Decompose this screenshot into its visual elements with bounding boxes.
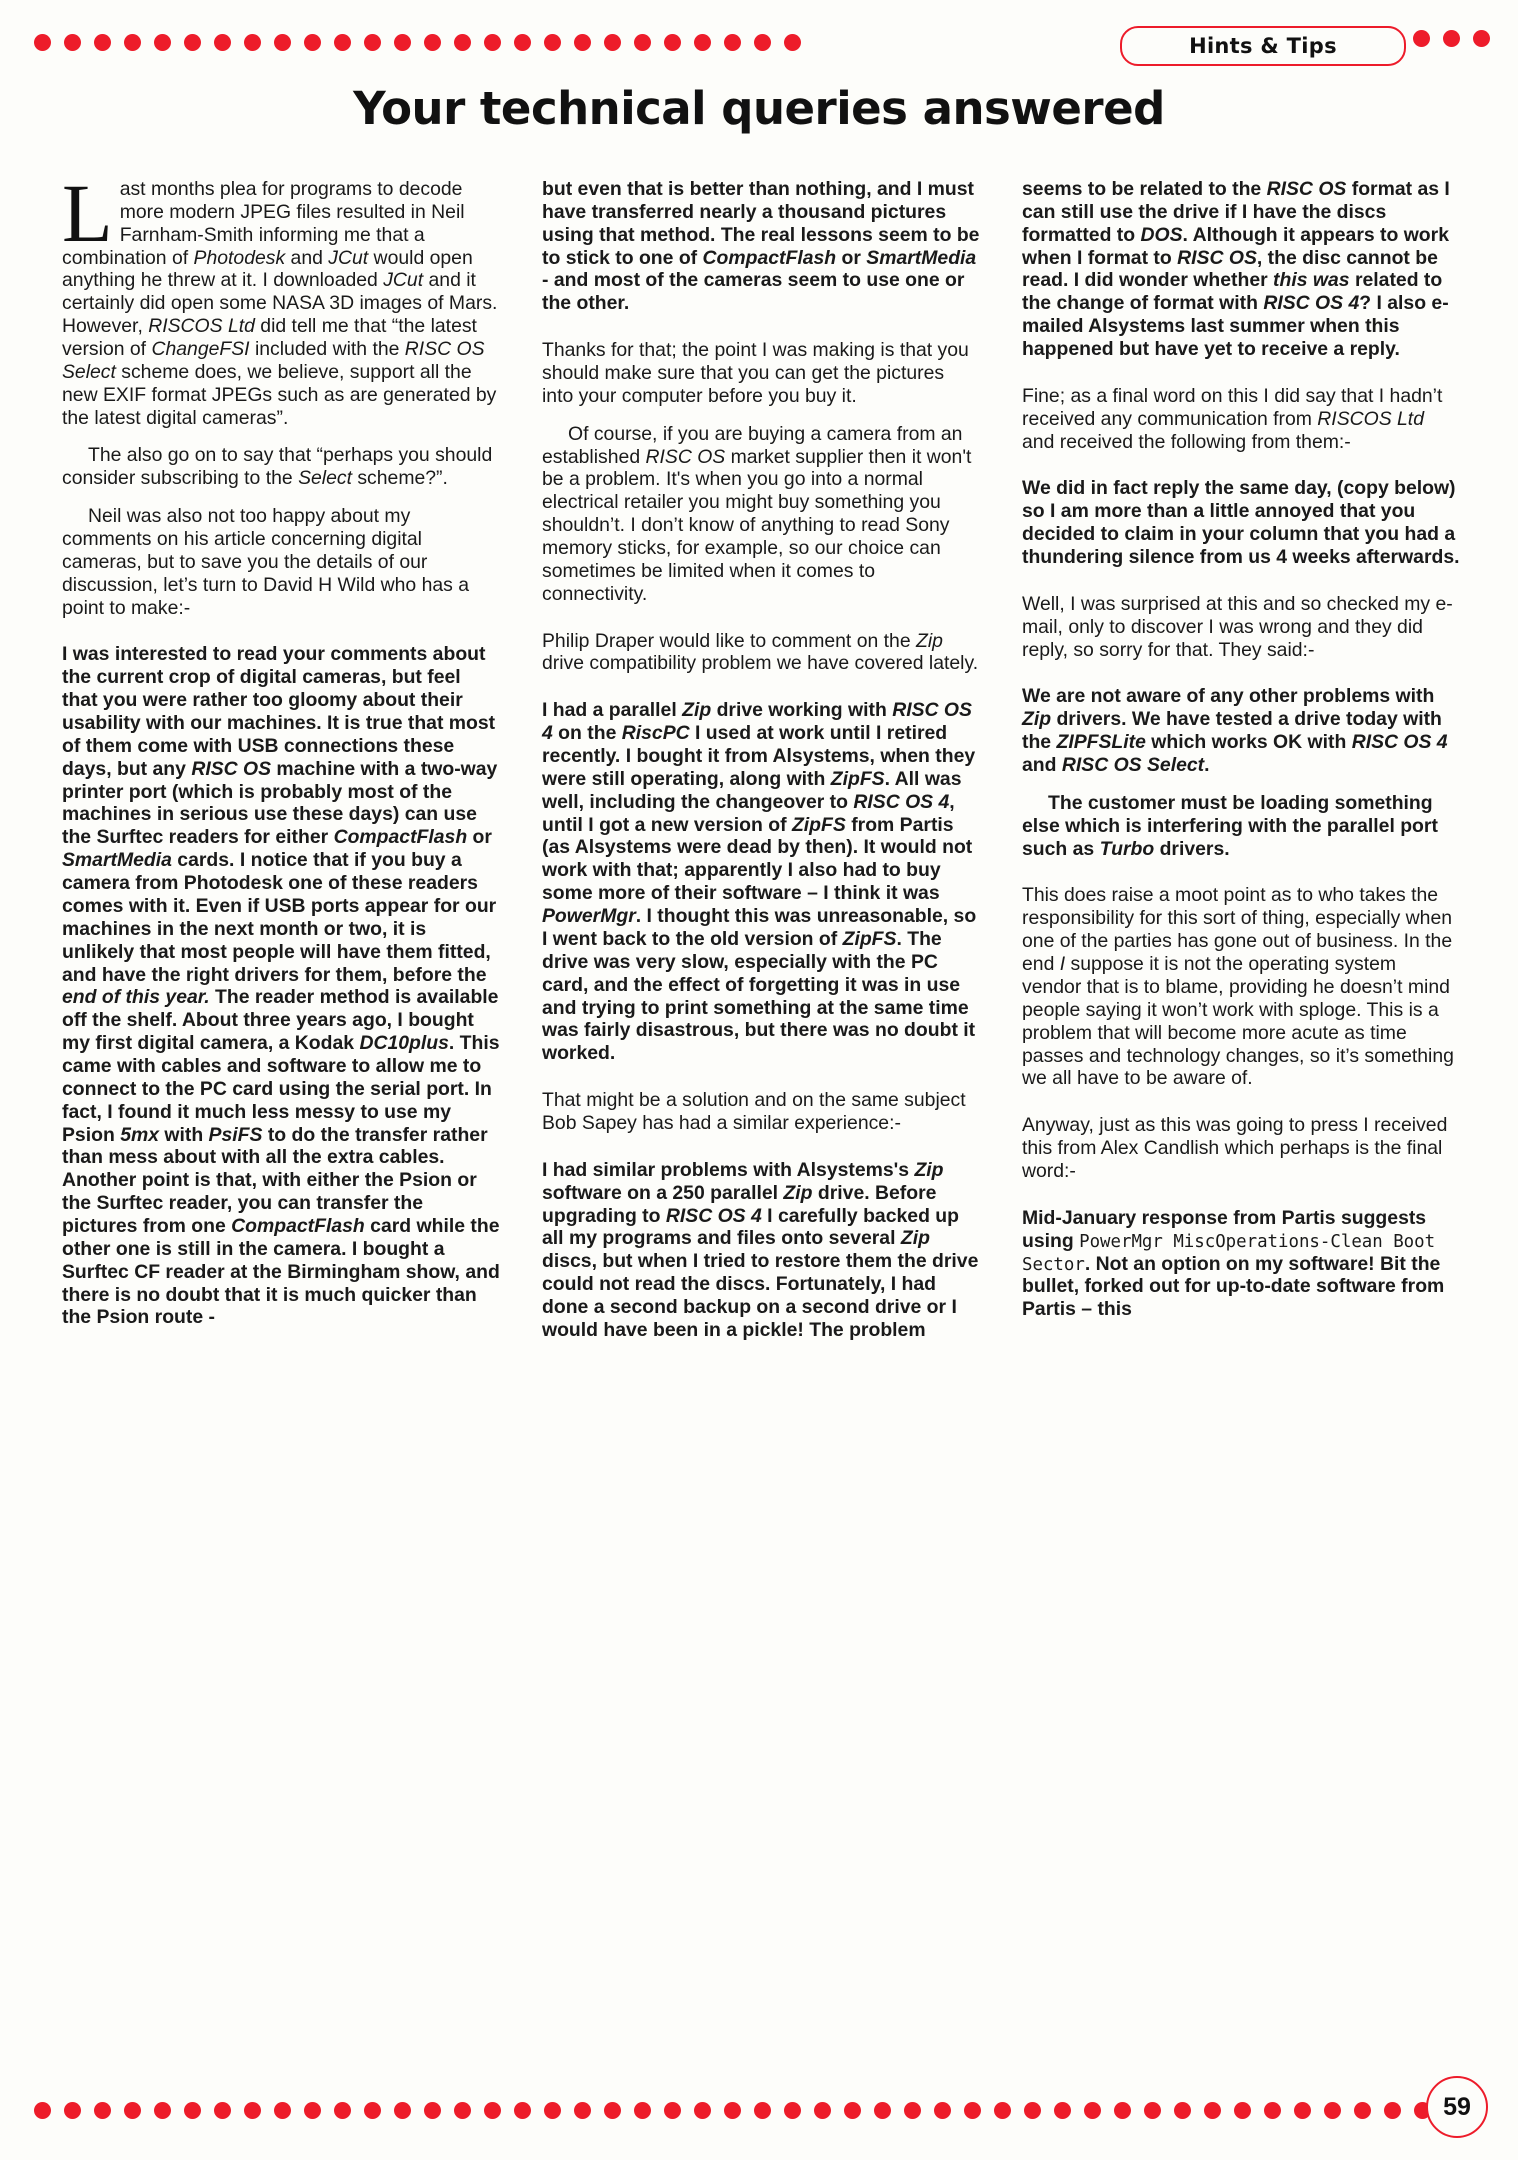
decorative-dot <box>1384 2102 1401 2119</box>
italic-run: RISC OS <box>191 757 272 780</box>
italic-run: PsiFS <box>208 1123 263 1146</box>
decorative-dot <box>1413 30 1430 47</box>
text-run: The reader method is available off the shelf. About three years ago, I bought my first digital camera, a Kodak <box>62 986 499 1055</box>
body-paragraph <box>62 505 500 619</box>
decorative-dot <box>34 2102 51 2119</box>
decorative-dot <box>34 34 51 51</box>
text-run: drive. Before upgrading to <box>542 1181 937 1227</box>
decorative-dot <box>1354 2102 1371 2119</box>
italic-run: SmartMedia <box>866 246 977 269</box>
decorative-dot <box>1204 2102 1221 2119</box>
decorative-dot <box>274 34 291 51</box>
decorative-dot <box>424 34 441 51</box>
text-run: market supplier then it won't be a problem. It's when you go into a normal electrical retailer you might buy something you shouldn’t. I don’t know of anything to read Sony memory sticks, for example, so our choice can sometimes be limited when it comes to connectivity. <box>542 445 972 605</box>
body-paragraph <box>542 178 980 315</box>
italic-run: RISC OS 4 <box>665 1204 762 1227</box>
decorative-dot <box>784 2102 801 2119</box>
decorative-dot <box>694 2102 711 2119</box>
decorative-dot <box>544 34 561 51</box>
italic-run: RISC OS 4 <box>1263 292 1360 315</box>
decorative-dot <box>544 2102 561 2119</box>
body-paragraph <box>1022 1207 1460 1321</box>
italic-run: JCut <box>328 246 369 269</box>
body-paragraph <box>62 167 500 429</box>
text-run: Mid-January response from Partis suggests using <box>1022 1206 1427 1252</box>
body-paragraph <box>542 699 980 1065</box>
decorative-dot <box>154 2102 171 2119</box>
bottom-dot-rule <box>34 2098 1461 2122</box>
decorative-dot <box>154 34 171 51</box>
decorative-dot <box>664 2102 681 2119</box>
text-run: Philip Draper would like to comment on the <box>542 629 916 652</box>
decorative-dot <box>334 2102 351 2119</box>
text-run: which works OK with <box>1145 731 1352 754</box>
italic-run: Photodesk <box>193 246 286 269</box>
decorative-dot <box>514 2102 531 2119</box>
italic-run: Zip <box>783 1181 813 1204</box>
italic-run: DOS <box>1140 223 1183 246</box>
column-1 <box>62 167 500 2058</box>
italic-run: RiscPC <box>621 722 690 745</box>
body-paragraph <box>542 339 980 408</box>
text-run: Anyway, just as this was going to press I received this from Alex Candlish which perhaps is the final word:- <box>1022 1114 1448 1182</box>
italic-run: RISC OS 4 <box>542 699 972 745</box>
decorative-dot <box>1174 2102 1191 2119</box>
text-run: drive working with <box>711 699 893 722</box>
italic-run: Zip <box>900 1227 930 1250</box>
italic-run: PowerMgr <box>542 905 636 928</box>
decorative-dot <box>724 2102 741 2119</box>
column-3 <box>1022 178 1460 2058</box>
decorative-dot <box>124 34 141 51</box>
italic-run: Zip <box>914 1158 944 1181</box>
decorative-dot <box>484 2102 501 2119</box>
text-run: We did in fact reply the same day, (copy below) so I am more than a little annoyed that you decided to claim in your column that you had a thundering silence from us 4 weeks afterwards. <box>1022 477 1460 569</box>
italic-run: I <box>1059 953 1066 976</box>
text-run: Neil was also not too happy about my comments on his article concerning digital cameras, but to save you the details of our discussion, let’s turn to David H Wild who has a point to make:- <box>62 505 470 619</box>
decorative-dot <box>184 34 201 51</box>
decorative-dot <box>1234 2102 1251 2119</box>
italic-run: CompactFlash <box>231 1214 365 1237</box>
italic-run: RISC OS <box>645 445 726 468</box>
italic-run: this was <box>1273 269 1350 292</box>
body-paragraph <box>1022 792 1460 861</box>
decorative-dot <box>184 2102 201 2119</box>
text-run: I carefully backed up all my programs and files onto several <box>542 1204 959 1250</box>
page-number: 59 <box>1426 2076 1488 2138</box>
italic-run: ChangeFSI <box>151 338 250 361</box>
text-run: cards. I notice that if you buy a camera from Photodesk one of these readers comes with it. Even if USB ports appear for our machines in the next month or two, it is unlikely that most people will have them fitted, and have the right drivers for them, before the <box>62 849 497 986</box>
text-run: Thanks for that; the point I was making is that you should make sure that you can get the pictures into your computer before you buy it. <box>542 339 969 407</box>
text-run: did tell me that “the latest version of <box>62 315 477 361</box>
decorative-dot <box>394 34 411 51</box>
page-title: Your technical queries answered <box>353 82 1165 135</box>
text-run: We are not aware of any other problems with <box>1022 685 1435 708</box>
decorative-dot <box>1054 2102 1071 2119</box>
decorative-dot <box>754 2102 771 2119</box>
italic-run: end of this year. <box>62 986 210 1009</box>
text-run: related to the change of format with <box>1022 269 1443 315</box>
top-dot-rule <box>34 30 801 54</box>
decorative-dot <box>94 2102 111 2119</box>
text-run: , the disc cannot be read. I did wonder whether <box>1022 246 1438 292</box>
body-paragraph <box>1022 685 1460 776</box>
text-run: Of course, if you are buying a camera from an established <box>542 422 963 468</box>
decorative-dot <box>664 34 681 51</box>
decorative-dot <box>1114 2102 1131 2119</box>
decorative-dot <box>814 2102 831 2119</box>
text-run: . All was well, including the changeover to <box>542 767 962 813</box>
decorative-dot <box>904 2102 921 2119</box>
decorative-dot <box>964 2102 981 2119</box>
decorative-dot <box>214 34 231 51</box>
text-run: I was interested to read your comments about the current crop of digital cameras, but feel that you were rather too gloomy about their usability with our machines. It is true that most of them come with USB connections these days, but any <box>62 643 496 780</box>
code-run: PowerMgr MiscOperations-Clean Boot Sector <box>1022 1231 1436 1275</box>
decorative-dot <box>484 34 501 51</box>
decorative-dot <box>1264 2102 1281 2119</box>
decorative-dot <box>1294 2102 1311 2119</box>
italic-run: Zip <box>682 699 712 722</box>
body-paragraph <box>62 643 500 1329</box>
text-run: card while the other one is still in the camera. I bought a Surftec CF reader at the Birmingham show, and there is no doubt that it is much quicker than the Psion route - <box>62 1214 500 1329</box>
decorative-dot <box>1473 30 1490 47</box>
text-run: drive compatibility problem we have covered lately. <box>542 652 979 675</box>
decorative-dot <box>94 34 111 51</box>
column-2 <box>542 178 980 2058</box>
text-run: on the <box>552 722 622 745</box>
decorative-dot <box>454 34 471 51</box>
italic-run: RISC OS Select <box>1061 754 1205 777</box>
italic-run: Zip <box>1022 708 1052 731</box>
decorative-dot <box>1324 2102 1341 2119</box>
decorative-dot <box>244 2102 261 2119</box>
text-run: suppose it is not the operating system vendor that is to blame, providing he doesn’t mind people saying it won’t work with sploge. This is a problem that will become more acute as time passes and technology changes, so it’s something we all have to be aware of. <box>1022 953 1454 1090</box>
italic-run: RISC OS 4 <box>1351 731 1448 754</box>
text-run: The also go on to say that “perhaps you should consider subscribing to the <box>62 444 493 490</box>
text-run: and <box>285 246 329 269</box>
body-paragraph <box>542 423 980 606</box>
text-run: - and most of the cameras seem to use one or the other. <box>542 269 965 315</box>
italic-run: SmartMedia <box>62 849 172 872</box>
decorative-dot <box>304 2102 321 2119</box>
text-run: . I thought this was unreasonable, so I went back to the old version of <box>542 905 977 950</box>
text-run: would open anything he threw at it. I downloaded <box>62 246 473 292</box>
body-paragraph <box>1022 884 1460 1090</box>
body-paragraph <box>1022 593 1460 662</box>
italic-run: DC10plus <box>359 1032 449 1055</box>
decorative-dot <box>1084 2102 1101 2119</box>
text-run: and <box>1022 754 1062 777</box>
text-run: I had a parallel <box>542 699 683 722</box>
italic-run: ZipFS <box>830 767 885 790</box>
text-run: but even that is better than nothing, and I must have transferred nearly a thousand pictures using that method. The real lessons seem to be to stick to one of <box>542 178 980 269</box>
decorative-dot <box>754 34 771 51</box>
italic-run: Turbo <box>1099 837 1155 860</box>
text-run: . This came with cables and software to allow me to connect to the PC card using the serial port. In fact, I found it much less messy to use my Psion <box>62 1032 500 1146</box>
article-columns <box>62 167 1462 2058</box>
text-run: . The drive was very slow, especially with the PC card, and the effect of forgetting it was in use and trying to print something at the same time was fairly disastrous, but there was no doubt it worked. <box>542 927 976 1065</box>
decorative-dot <box>1144 2102 1161 2119</box>
text-run: discs, but when I tried to restore them the drive could not read the discs. Fortunately, I had done a second backup on a second drive or I would have been in a pickle! The problem <box>542 1250 979 1341</box>
decorative-dot <box>604 2102 621 2119</box>
italic-run: Zip <box>916 629 943 652</box>
decorative-dot <box>1024 2102 1041 2119</box>
decorative-dot <box>874 2102 891 2119</box>
decorative-dot <box>334 34 351 51</box>
decorative-dot <box>64 34 81 51</box>
text-run: drivers. We have tested a drive today with the <box>1022 708 1442 754</box>
decorative-dot <box>634 2102 651 2119</box>
text-run: or <box>467 826 492 849</box>
text-run: format as I can still use the drive if I have the discs formatted to <box>1022 178 1450 246</box>
text-run: ? I also e-mailed Alsystems last summer when this happened but have yet to receive a reply. <box>1022 292 1449 361</box>
text-run: ast months plea for programs to decode more modern JPEG files resulted in Neil Farnham-Smith informing me that a combination of <box>62 178 465 269</box>
decorative-dot <box>514 34 531 51</box>
drop-cap: L <box>62 167 113 259</box>
decorative-dot <box>634 34 651 51</box>
top-right-dots <box>1413 30 1490 47</box>
decorative-dot <box>424 2102 441 2119</box>
body-paragraph <box>542 1159 980 1342</box>
italic-run: JCut <box>383 269 424 292</box>
decorative-dot <box>64 2102 81 2119</box>
text-run: I had similar problems with Alsystems's <box>542 1158 915 1181</box>
decorative-dot <box>244 34 261 51</box>
italic-run: RISC OS <box>1266 178 1347 200</box>
text-run: with <box>159 1123 209 1146</box>
body-paragraph <box>1022 385 1460 454</box>
text-run: scheme does, we believe, support all the new EXIF format JPEGs such as are generated by the latest digital cameras”. <box>62 360 497 429</box>
text-run: drivers. <box>1154 837 1230 860</box>
decorative-dot <box>604 34 621 51</box>
decorative-dot <box>574 2102 591 2119</box>
text-run: I used at work until I retired recently. I bought it from Alsystems, when they were still operating, along with <box>542 722 976 790</box>
text-run: . Although it appears to work when I format to <box>1022 223 1449 269</box>
text-run: . <box>1204 754 1210 777</box>
text-run: and it certainly did open some NASA 3D images of Mars. However, <box>62 269 498 338</box>
decorative-dot <box>364 34 381 51</box>
text-run: Fine; as a final word on this I did say that I hadn’t received any communication from <box>1022 384 1443 430</box>
italic-run: RISCOS Ltd <box>148 315 255 338</box>
decorative-dot <box>304 34 321 51</box>
hints-and-tips-tab <box>1120 26 1406 66</box>
decorative-dot <box>394 2102 411 2119</box>
text-run: and received the following from them:- <box>1022 430 1351 453</box>
text-run: . Not an option on my software! Bit the bullet, forked out for up-to-date software from Partis – this <box>1022 1252 1445 1321</box>
text-run: Well, I was surprised at this and so checked my e-mail, only to discover I was wrong and they did reply, so sorry for that. They said:- <box>1022 592 1453 661</box>
decorative-dot <box>784 34 801 51</box>
decorative-dot <box>214 2102 231 2119</box>
decorative-dot <box>934 2102 951 2119</box>
text-run: The customer must be loading something else which is interfering with the parallel port such as <box>1022 791 1438 860</box>
text-run: software on a 250 parallel <box>542 1181 784 1204</box>
text-run: to do the transfer rather than mess about with all the extra cables. Another point is that, with either the Psion or the Surftec reader, you can transfer the pictures from one <box>62 1123 488 1237</box>
body-paragraph <box>1022 1114 1460 1183</box>
text-run: This does raise a moot point as to who takes the responsibility for this sort of thing, especially when one of the parties has gone out of business. In the end <box>1022 884 1453 976</box>
text-run: seems to be related to the <box>1022 178 1267 200</box>
decorative-dot <box>1443 30 1460 47</box>
text-run: That might be a solution and on the same subject Bob Sapey has had a similar experience:- <box>542 1089 966 1134</box>
decorative-dot <box>844 2102 861 2119</box>
italic-run: ZIPFSLite <box>1056 731 1146 754</box>
decorative-dot <box>694 34 711 51</box>
italic-run: ZipFS <box>842 927 897 950</box>
italic-run: RISC OS Select <box>62 338 485 383</box>
italic-run: RISC OS 4 <box>853 790 950 813</box>
body-paragraph <box>1022 178 1460 361</box>
italic-run: RISCOS Ltd <box>1317 407 1424 430</box>
italic-run: CompactFlash <box>333 826 468 849</box>
italic-run: RISC OS <box>1177 246 1257 269</box>
text-run: from Partis (as Alsystems were dead by then). It would not work with that; apparently I also had to buy some more of their software – I think it was <box>542 813 973 905</box>
italic-run: ZipFS <box>791 813 846 836</box>
italic-run: Select <box>298 467 352 490</box>
text-run: , until I got a new version of <box>542 790 955 836</box>
text-run: scheme?”. <box>351 467 448 490</box>
italic-run: 5mx <box>120 1123 159 1146</box>
text-run: or <box>836 246 867 269</box>
hints-and-tips-label: Hints & Tips <box>1189 34 1337 58</box>
decorative-dot <box>454 2102 471 2119</box>
decorative-dot <box>574 34 591 51</box>
text-run: machine with a two-way printer port (which is probably most of the machines in serious use these days) can use the Surftec readers for either <box>62 757 498 849</box>
decorative-dot <box>274 2102 291 2119</box>
decorative-dot <box>364 2102 381 2119</box>
italic-run: CompactFlash <box>702 246 837 269</box>
body-paragraph <box>62 444 500 490</box>
decorative-dot <box>724 34 741 51</box>
body-paragraph <box>542 630 980 676</box>
body-paragraph <box>1022 477 1460 568</box>
body-paragraph <box>542 1089 980 1135</box>
decorative-dot <box>994 2102 1011 2119</box>
text-run: included with the <box>249 338 405 361</box>
decorative-dot <box>124 2102 141 2119</box>
